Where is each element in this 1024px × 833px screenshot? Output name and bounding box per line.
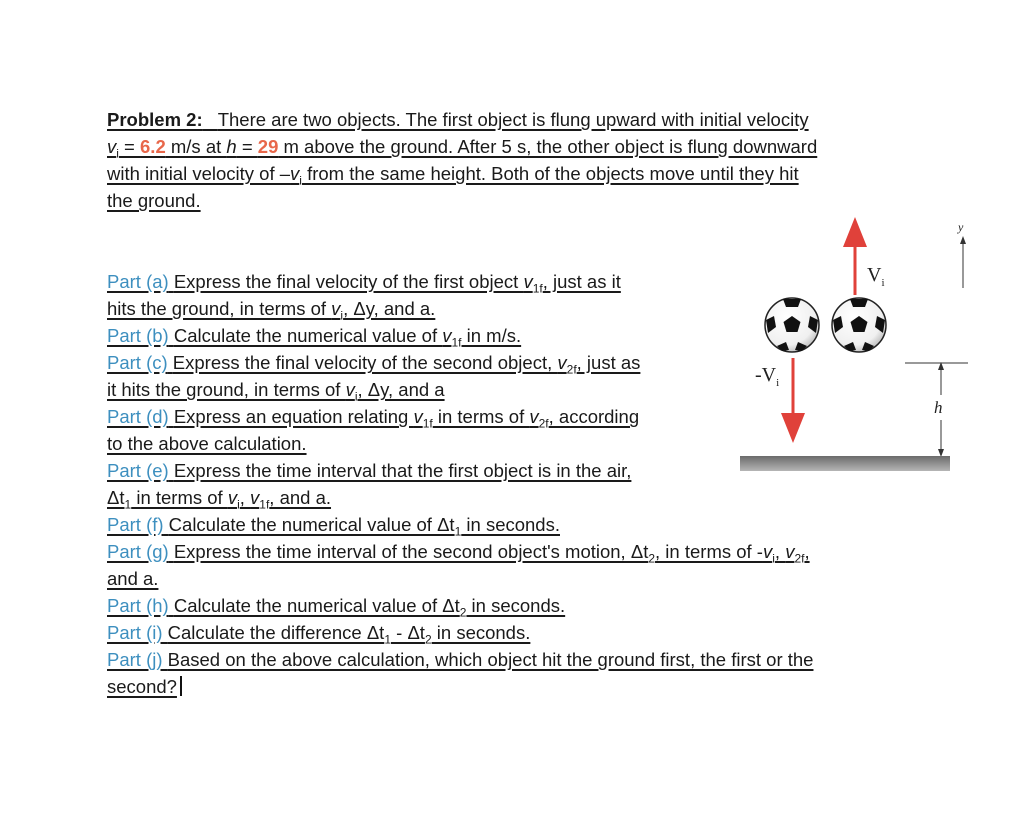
part-i-label[interactable]: Part (i) [107, 622, 163, 643]
ground [740, 456, 950, 471]
equals-1: = [118, 136, 141, 157]
v1f-symbol-e: v [250, 487, 260, 508]
vi-symbol-g: v [762, 541, 773, 562]
v1f-symbol: v [523, 271, 533, 292]
v2f-symbol-d: v [529, 406, 539, 427]
problem-text-1: There are two objects. The first object is flung upward with initial velocity [217, 109, 809, 130]
part-g-text-5: and a. [107, 568, 159, 589]
v1f-symbol-b: v [442, 325, 452, 346]
soccer-ball-left-icon [765, 298, 819, 352]
h-label: h [934, 398, 943, 417]
part-e-label[interactable]: Part (e) [107, 460, 169, 481]
v1f-subscript-d: 1f [422, 416, 433, 431]
part-e-comma: , [239, 487, 251, 508]
part-h-text-1: Calculate the numerical value of Δt [173, 595, 460, 616]
part-a-text-3: hits the ground, in terms of [107, 298, 332, 319]
part-f-label[interactable]: Part (f) [107, 514, 164, 535]
part-d-text-1: Express an equation relating [173, 406, 414, 427]
part-d-text-4: to the above calculation. [107, 433, 307, 454]
vi-subscript: i [116, 146, 119, 161]
equals-2: = [236, 136, 258, 157]
v1f-subscript-b: 1f [451, 335, 462, 350]
part-f-subscript: 1 [454, 524, 462, 539]
part-i-subscript-2: 2 [424, 632, 432, 647]
problem-text-6: the ground. [107, 190, 201, 211]
vi-label-text: V [867, 264, 882, 286]
vi-symbol-a: v [331, 298, 341, 319]
part-a-text-4: , Δy, and a. [343, 298, 436, 319]
part-j-text-2: second? [107, 676, 177, 697]
part-g-comma: , [774, 541, 786, 562]
part-g-text-2: , in terms of - [655, 541, 763, 562]
vi-symbol: v [107, 136, 117, 157]
v1f-subscript: 1f [532, 281, 543, 296]
vi-symbol-c: v [345, 379, 355, 400]
v1f-subscript-e: 1f [259, 497, 270, 512]
neg-vi-label-text: -V [755, 364, 777, 386]
part-b-text-1: Calculate the numerical value of [173, 325, 443, 346]
part-c-text-3: it hits the ground, in terms of [107, 379, 346, 400]
part-d-text-2: in terms of [432, 406, 530, 427]
vi-label-sub: i [881, 277, 885, 289]
part-j-text-1: Based on the above calculation, which object hit the ground first, the first or the [167, 649, 814, 670]
problem-text-3: m above the ground. After 5 s, the other object is flung downward [278, 136, 818, 157]
part-h-label[interactable]: Part (h) [107, 595, 169, 616]
h-symbol: h [226, 136, 237, 157]
v2f-subscript-d: 2f [538, 416, 549, 431]
problem-text-2: m/s at [165, 136, 227, 157]
part-g-subscript: 2 [648, 551, 656, 566]
vi-symbol-e: v [227, 487, 238, 508]
part-i-text-3: in seconds. [431, 622, 531, 643]
vi-subscript-c: i [354, 389, 358, 404]
neg-vi-label [755, 364, 779, 387]
part-i-subscript-1: 1 [384, 632, 391, 647]
vi-subscript-a: i [340, 308, 344, 323]
part-c-text-2: , just as [576, 352, 641, 373]
part-d-label[interactable]: Part (d) [107, 406, 169, 427]
part-c-label[interactable]: Part (c) [107, 352, 168, 373]
vi-label [867, 264, 885, 287]
part-c-text-1: Express the final velocity of the second object, [172, 352, 558, 373]
vi-subscript-e: i [237, 497, 240, 512]
part-b-label[interactable]: Part (b) [107, 325, 169, 346]
part-a-text-2: , just as it [542, 271, 621, 292]
part-a-text-1: Express the final velocity of the first object [173, 271, 524, 292]
part-i-text-1: Calculate the difference Δt [167, 622, 385, 643]
vi-subscript-2: i [299, 173, 302, 188]
part-h-text-2: in seconds. [466, 595, 566, 616]
part-g-text-4: , [804, 541, 810, 562]
v2f-symbol: v [557, 352, 567, 373]
part-i-text-2: - Δt [391, 622, 425, 643]
part-e-text-2: in terms of [131, 487, 228, 508]
vi-symbol-2: v [290, 163, 300, 184]
problem-label: Problem 2: [107, 109, 203, 130]
part-h-subscript: 2 [459, 605, 467, 620]
dt1-symbol: Δt [107, 487, 125, 508]
v1f-symbol-d: v [413, 406, 423, 427]
part-f-text-2: in seconds. [461, 514, 560, 535]
problem-text-4: with initial velocity of – [107, 163, 291, 184]
v2f-symbol-g: v [785, 541, 795, 562]
problem-text-5: from the same height. Both of the objects move until they hit [301, 163, 799, 184]
part-e-text-1: Express the time interval that the first object is in the air, [173, 460, 632, 481]
height-value: 29 [257, 136, 279, 157]
part-g-label[interactable]: Part (g) [107, 541, 169, 562]
soccer-ball-right-icon [832, 298, 886, 352]
vi-subscript-g: i [772, 551, 775, 566]
part-f-text-1: Calculate the numerical value of Δt [168, 514, 455, 535]
part-g-text-1: Express the time interval of the second object's motion, Δt [173, 541, 649, 562]
y-label: y [958, 220, 964, 234]
part-c-text-4: , Δy, and a [357, 379, 445, 400]
v2f-subscript-g: 2f [794, 551, 805, 566]
part-j-label[interactable]: Part (j) [107, 649, 163, 670]
v2f-subscript: 2f [566, 362, 577, 377]
part-b-text-2: in m/s. [461, 325, 522, 346]
neg-vi-label-sub: i [776, 377, 780, 389]
dt1-subscript: 1 [124, 497, 132, 512]
part-e-text-4: , and a. [269, 487, 332, 508]
part-a-label[interactable]: Part (a) [107, 271, 169, 292]
part-d-text-3: , according [548, 406, 640, 427]
velocity-value: 6.2 [140, 136, 166, 157]
